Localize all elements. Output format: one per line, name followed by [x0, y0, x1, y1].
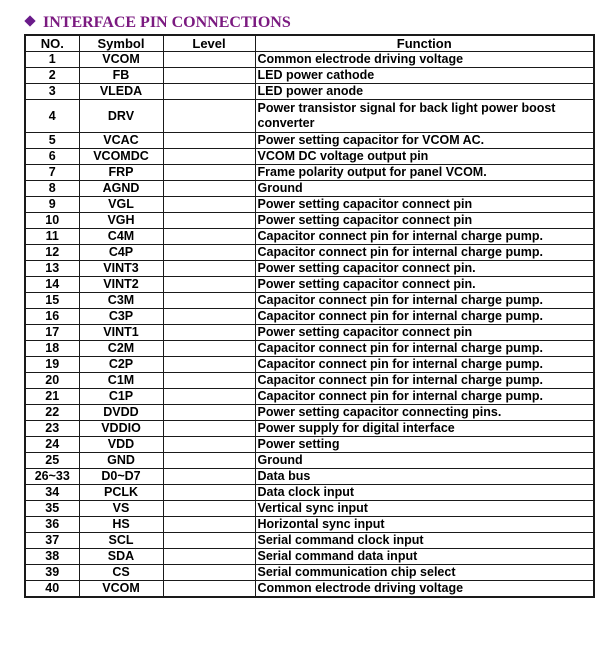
pin-level	[163, 309, 255, 325]
table-row	[25, 357, 594, 373]
pin-symbol: PCLK	[79, 485, 163, 501]
table-row	[25, 501, 594, 517]
header-no: NO.	[25, 35, 79, 52]
pin-function: Capacitor connect pin for internal charge pump.	[255, 357, 594, 373]
pin-function: Capacitor connect pin for internal charge pump.	[255, 229, 594, 245]
pin-function: Capacitor connect pin for internal charge pump.	[255, 341, 594, 357]
pin-function: Ground	[255, 181, 594, 197]
table-row	[25, 309, 594, 325]
pin-number: 15	[25, 293, 79, 309]
table-row	[25, 197, 594, 213]
pin-level	[163, 453, 255, 469]
table-row	[25, 229, 594, 245]
pin-function: Horizontal sync input	[255, 517, 594, 533]
table-row	[25, 277, 594, 293]
pin-number: 17	[25, 325, 79, 341]
pin-number: 24	[25, 437, 79, 453]
pin-function: Power setting capacitor connecting pins.	[255, 405, 594, 421]
diamond-bullet-icon	[24, 15, 35, 26]
table-row	[25, 389, 594, 405]
pin-level	[163, 293, 255, 309]
table-row	[25, 245, 594, 261]
pin-symbol: FB	[79, 68, 163, 84]
pin-function: Data clock input	[255, 485, 594, 501]
pin-level	[163, 357, 255, 373]
pin-level	[163, 405, 255, 421]
table-row	[25, 325, 594, 341]
pin-symbol: C3M	[79, 293, 163, 309]
table-header-row	[25, 35, 594, 52]
table-row	[25, 549, 594, 565]
pin-function: Ground	[255, 453, 594, 469]
pin-level	[163, 165, 255, 181]
pin-number: 8	[25, 181, 79, 197]
pin-function: LED power cathode	[255, 68, 594, 84]
pin-symbol: C4P	[79, 245, 163, 261]
pin-symbol: VINT2	[79, 277, 163, 293]
pin-symbol: CS	[79, 565, 163, 581]
pin-symbol: VINT3	[79, 261, 163, 277]
pin-function: Common electrode driving voltage	[255, 581, 594, 598]
table-row	[25, 261, 594, 277]
table-body	[25, 52, 594, 598]
pin-number: 10	[25, 213, 79, 229]
pin-level	[163, 229, 255, 245]
pin-function: Vertical sync input	[255, 501, 594, 517]
pin-function: Power setting capacitor connect pin.	[255, 261, 594, 277]
pin-level	[163, 485, 255, 501]
pin-level	[163, 581, 255, 598]
pin-symbol: FRP	[79, 165, 163, 181]
pin-function: Common electrode driving voltage	[255, 52, 594, 68]
pin-function: Power setting capacitor connect pin	[255, 213, 594, 229]
table-row	[25, 485, 594, 501]
pin-function: Power setting capacitor connect pin.	[255, 277, 594, 293]
section-title-text: INTERFACE PIN CONNECTIONS	[43, 14, 291, 31]
pin-level	[163, 389, 255, 405]
pin-level	[163, 245, 255, 261]
pin-number: 34	[25, 485, 79, 501]
pin-number: 35	[25, 501, 79, 517]
pin-function: Serial command clock input	[255, 533, 594, 549]
pin-function: Power setting capacitor connect pin	[255, 197, 594, 213]
pin-symbol: VDD	[79, 437, 163, 453]
pin-level	[163, 149, 255, 165]
pin-symbol: C1P	[79, 389, 163, 405]
pin-level	[163, 517, 255, 533]
pin-level	[163, 181, 255, 197]
pin-level	[163, 533, 255, 549]
pin-symbol: C3P	[79, 309, 163, 325]
pin-number: 38	[25, 549, 79, 565]
pin-function: VCOM DC voltage output pin	[255, 149, 594, 165]
pin-number: 40	[25, 581, 79, 598]
pin-number: 9	[25, 197, 79, 213]
pin-symbol: SCL	[79, 533, 163, 549]
pin-symbol: VCOM	[79, 581, 163, 598]
table-row	[25, 421, 594, 437]
pin-level	[163, 325, 255, 341]
pin-function: Capacitor connect pin for internal charge pump.	[255, 389, 594, 405]
pin-level	[163, 437, 255, 453]
pin-symbol: VINT1	[79, 325, 163, 341]
table-row	[25, 469, 594, 485]
pin-number: 19	[25, 357, 79, 373]
pin-level	[163, 197, 255, 213]
pin-number: 13	[25, 261, 79, 277]
pin-symbol: AGND	[79, 181, 163, 197]
table-row	[25, 453, 594, 469]
table-row	[25, 181, 594, 197]
pin-level	[163, 373, 255, 389]
pin-symbol: GND	[79, 453, 163, 469]
table-row	[25, 341, 594, 357]
pin-symbol: VGL	[79, 197, 163, 213]
pin-function: LED power anode	[255, 84, 594, 100]
pin-number: 1	[25, 52, 79, 68]
pin-symbol: HS	[79, 517, 163, 533]
pin-function: Data bus	[255, 469, 594, 485]
table-row	[25, 517, 594, 533]
pin-number: 4	[25, 100, 79, 133]
pin-function: Capacitor connect pin for internal charge pump.	[255, 293, 594, 309]
pin-number: 12	[25, 245, 79, 261]
pin-level	[163, 341, 255, 357]
pin-symbol: SDA	[79, 549, 163, 565]
pin-number: 20	[25, 373, 79, 389]
pin-level	[163, 421, 255, 437]
pin-number: 39	[25, 565, 79, 581]
pin-number: 16	[25, 309, 79, 325]
pin-function: Serial communication chip select	[255, 565, 594, 581]
pin-symbol: D0~D7	[79, 469, 163, 485]
pin-number: 11	[25, 229, 79, 245]
table-row	[25, 100, 594, 133]
table-row	[25, 565, 594, 581]
table-row	[25, 581, 594, 598]
pin-symbol: DVDD	[79, 405, 163, 421]
pin-number: 2	[25, 68, 79, 84]
pin-number: 3	[25, 84, 79, 100]
table-row	[25, 533, 594, 549]
pin-level	[163, 133, 255, 149]
table-row	[25, 165, 594, 181]
section-title	[24, 13, 291, 33]
pin-number: 22	[25, 405, 79, 421]
header-symbol: Symbol	[79, 35, 163, 52]
pin-level	[163, 277, 255, 293]
table-row	[25, 133, 594, 149]
pin-function: Power setting capacitor connect pin	[255, 325, 594, 341]
pin-symbol: VLEDA	[79, 84, 163, 100]
pin-level	[163, 52, 255, 68]
table-row	[25, 293, 594, 309]
pin-number: 5	[25, 133, 79, 149]
pin-function: Capacitor connect pin for internal charge pump.	[255, 373, 594, 389]
pin-level	[163, 100, 255, 133]
pin-level	[163, 501, 255, 517]
pin-connections-table	[24, 34, 595, 598]
pin-level	[163, 84, 255, 100]
table-row	[25, 68, 594, 84]
pin-number: 23	[25, 421, 79, 437]
table-row	[25, 149, 594, 165]
pin-symbol: VCAC	[79, 133, 163, 149]
pin-number: 21	[25, 389, 79, 405]
pin-symbol: C1M	[79, 373, 163, 389]
pin-number: 36	[25, 517, 79, 533]
table-row	[25, 84, 594, 100]
pin-number: 7	[25, 165, 79, 181]
pin-level	[163, 68, 255, 84]
pin-number: 14	[25, 277, 79, 293]
pin-function: Power setting	[255, 437, 594, 453]
pin-level	[163, 469, 255, 485]
pin-function: Power supply for digital interface	[255, 421, 594, 437]
pin-symbol: VGH	[79, 213, 163, 229]
pin-symbol: VDDIO	[79, 421, 163, 437]
pin-symbol: VCOMDC	[79, 149, 163, 165]
pin-function: Serial command data input	[255, 549, 594, 565]
pin-function: Power transistor signal for back light power boost converter	[255, 100, 594, 133]
pin-symbol: C2P	[79, 357, 163, 373]
pin-level	[163, 549, 255, 565]
pin-level	[163, 261, 255, 277]
header-function: Function	[255, 35, 594, 52]
table-row	[25, 373, 594, 389]
pin-function: Capacitor connect pin for internal charge pump.	[255, 245, 594, 261]
pin-symbol: VS	[79, 501, 163, 517]
pin-symbol: VCOM	[79, 52, 163, 68]
pin-function: Capacitor connect pin for internal charge pump.	[255, 309, 594, 325]
pin-function: Frame polarity output for panel VCOM.	[255, 165, 594, 181]
table-row	[25, 213, 594, 229]
pin-symbol: C2M	[79, 341, 163, 357]
pin-symbol: DRV	[79, 100, 163, 133]
pin-function: Power setting capacitor for VCOM AC.	[255, 133, 594, 149]
table-row	[25, 52, 594, 68]
pin-number: 18	[25, 341, 79, 357]
pin-symbol: C4M	[79, 229, 163, 245]
pin-level	[163, 213, 255, 229]
pin-number: 37	[25, 533, 79, 549]
pin-number: 25	[25, 453, 79, 469]
pin-level	[163, 565, 255, 581]
pin-number: 26~33	[25, 469, 79, 485]
table-row	[25, 405, 594, 421]
header-level: Level	[163, 35, 255, 52]
pin-number: 6	[25, 149, 79, 165]
table-row	[25, 437, 594, 453]
